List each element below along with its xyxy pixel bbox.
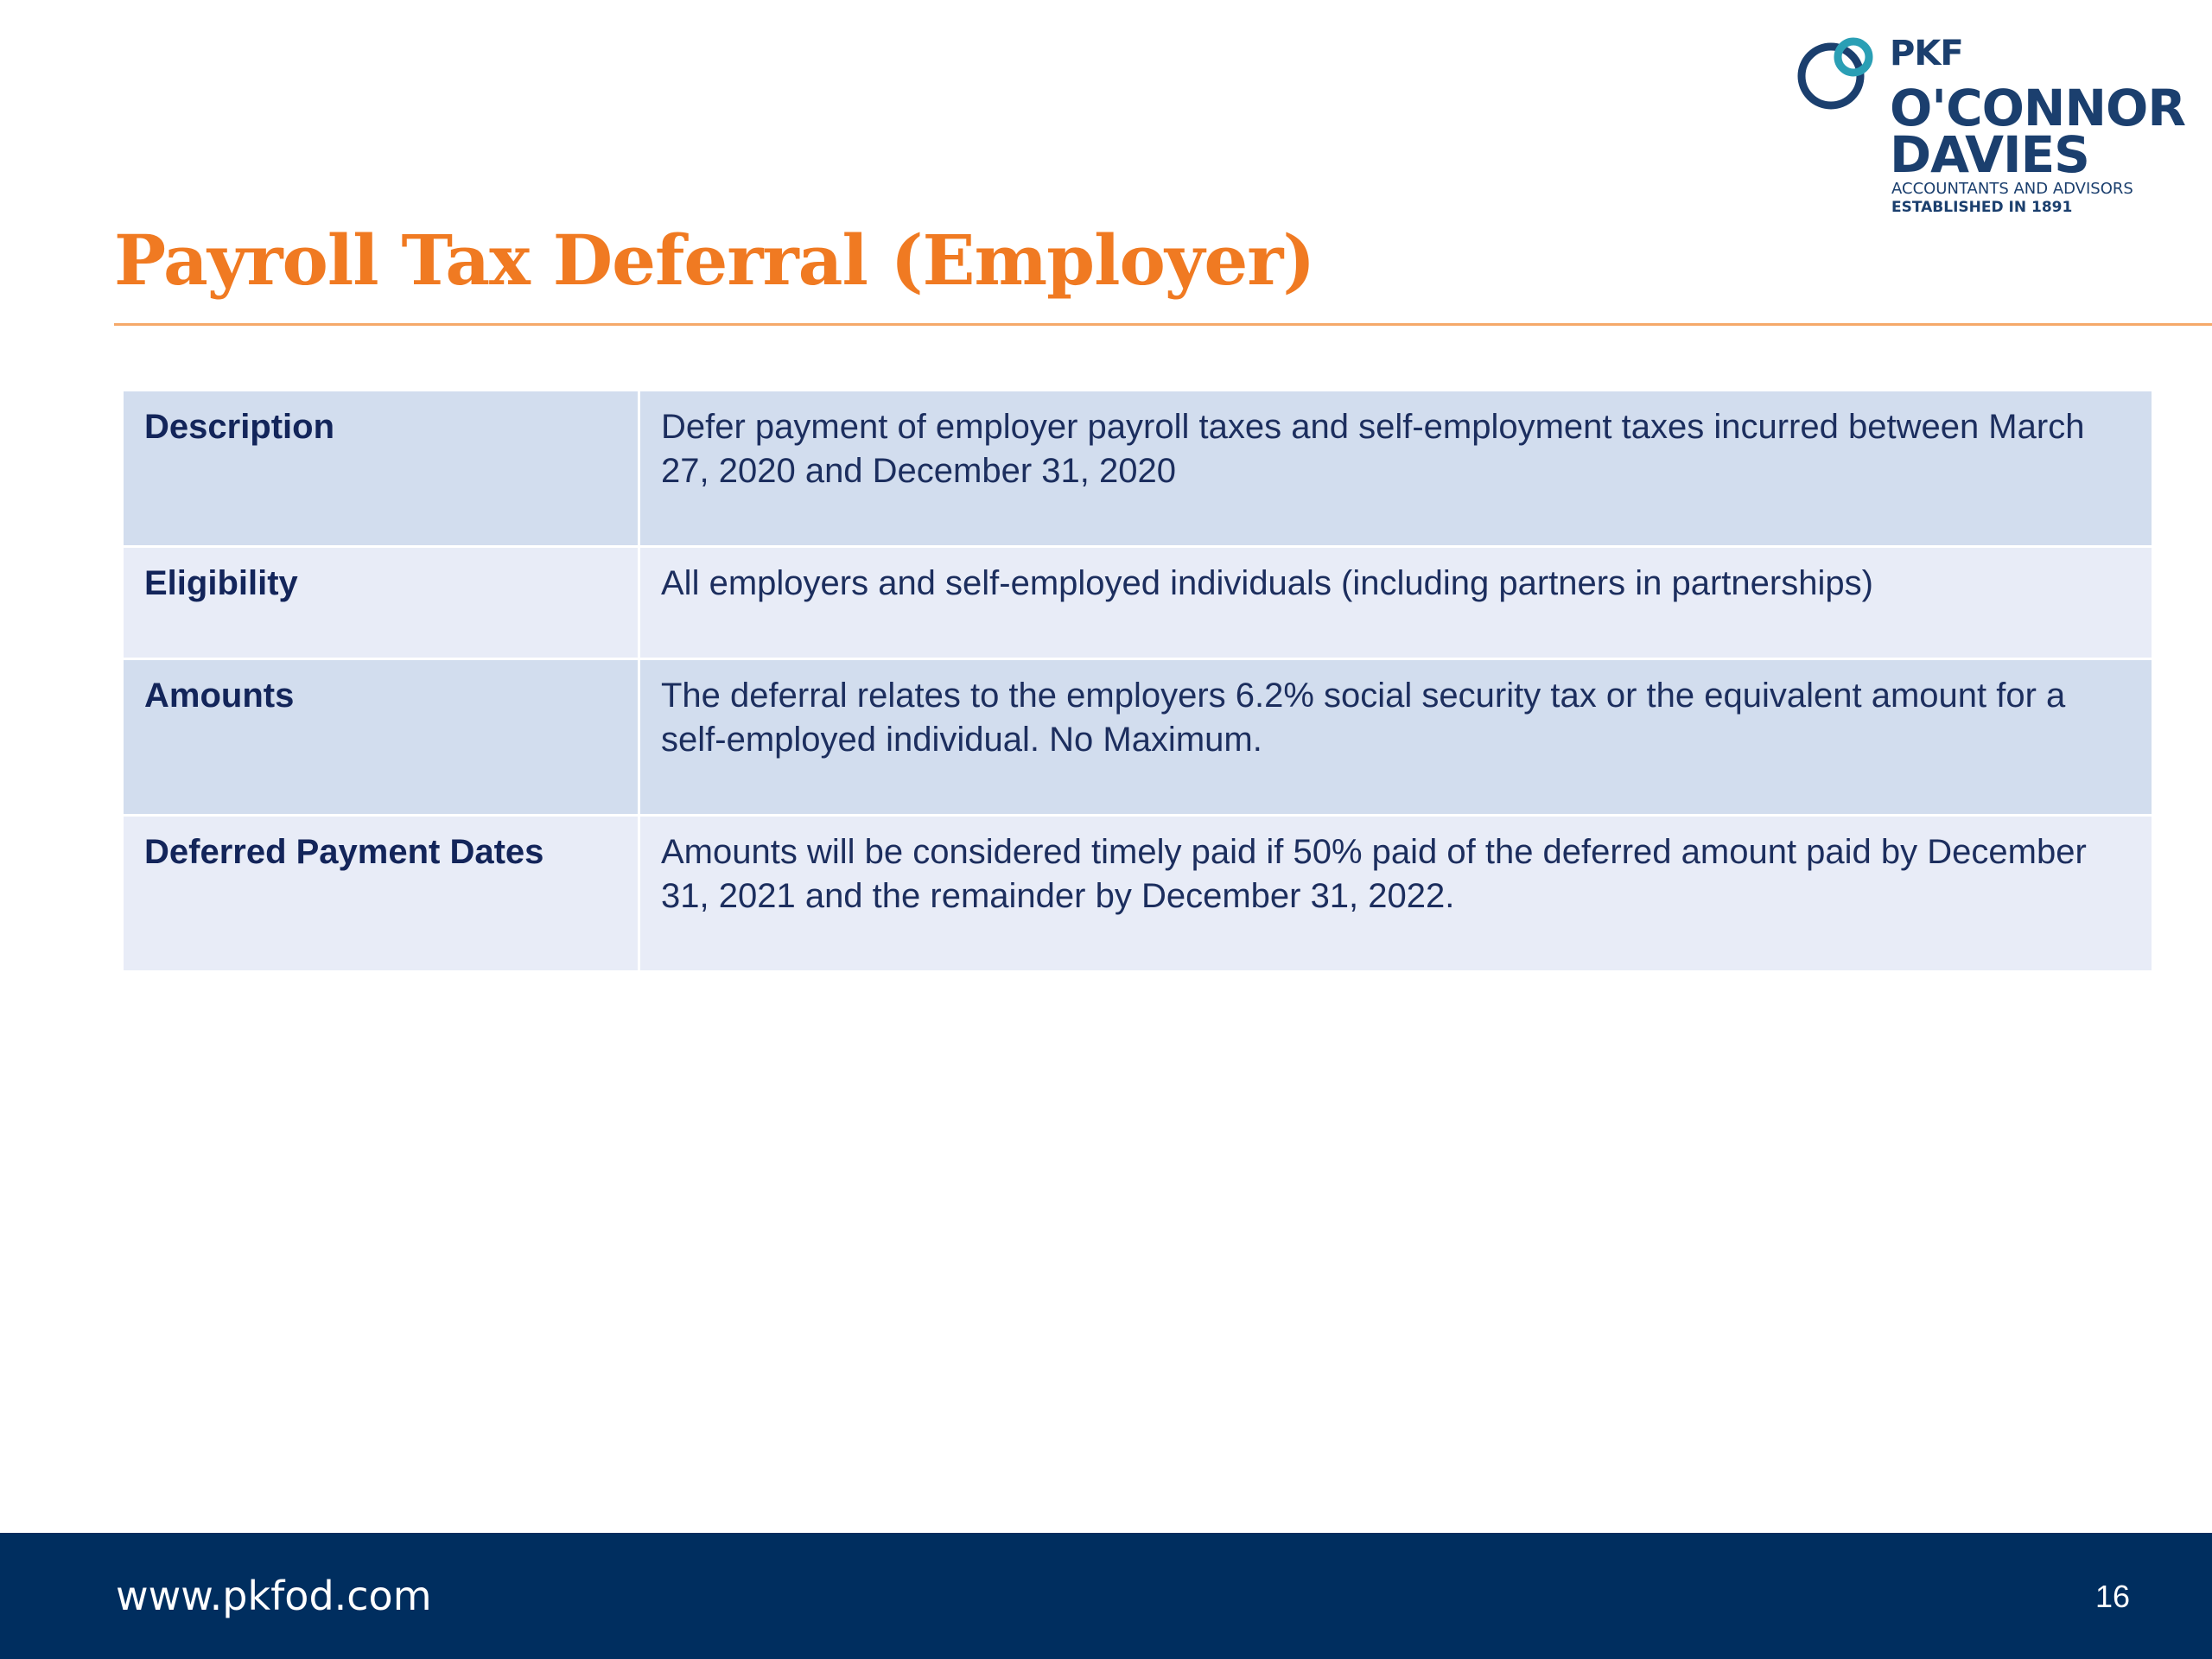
interlocking-rings-icon	[1793, 33, 1890, 119]
title-divider	[114, 323, 2212, 326]
row-value: Amounts will be considered timely paid if 50% paid of the deferred amount paid by December 31, 2021 and the remainder by December 31, 2022.	[639, 816, 2153, 972]
logo-pkf-text: PKF	[1890, 34, 1963, 73]
logo-oconnor-text: O'CONNOR	[1890, 79, 2185, 137]
row-value: All employers and self-employed individuals (including partners in partnerships)	[639, 547, 2153, 659]
info-table	[121, 389, 2154, 973]
logo-tagline: ACCOUNTANTS AND ADVISORS	[1891, 180, 2133, 198]
company-logo	[1793, 33, 2185, 223]
footer-bar	[0, 1533, 2212, 1659]
table-row	[123, 391, 2153, 547]
slide-title: Payroll Tax Deferral (Employer)	[114, 219, 1315, 301]
logo-davies-text: DAVIES	[1890, 125, 2089, 184]
logo-established: ESTABLISHED IN 1891	[1891, 199, 2073, 216]
row-label: Amounts	[123, 659, 639, 816]
row-label: Deferred Payment Dates	[123, 816, 639, 972]
row-value: The deferral relates to the employers 6.2% social security tax or the equivalent amount for a self-employed individual. No Maximum.	[639, 659, 2153, 816]
page-number: 16	[2094, 1579, 2130, 1614]
row-label: Eligibility	[123, 547, 639, 659]
row-label: Description	[123, 391, 639, 547]
row-value: Defer payment of employer payroll taxes and self-employment taxes incurred between March 27, 2020 and December 31, 2020	[639, 391, 2153, 547]
website-link[interactable]: www.pkfod.com	[116, 1573, 432, 1619]
table-row	[123, 547, 2153, 659]
table-row	[123, 816, 2153, 972]
table-row	[123, 659, 2153, 816]
